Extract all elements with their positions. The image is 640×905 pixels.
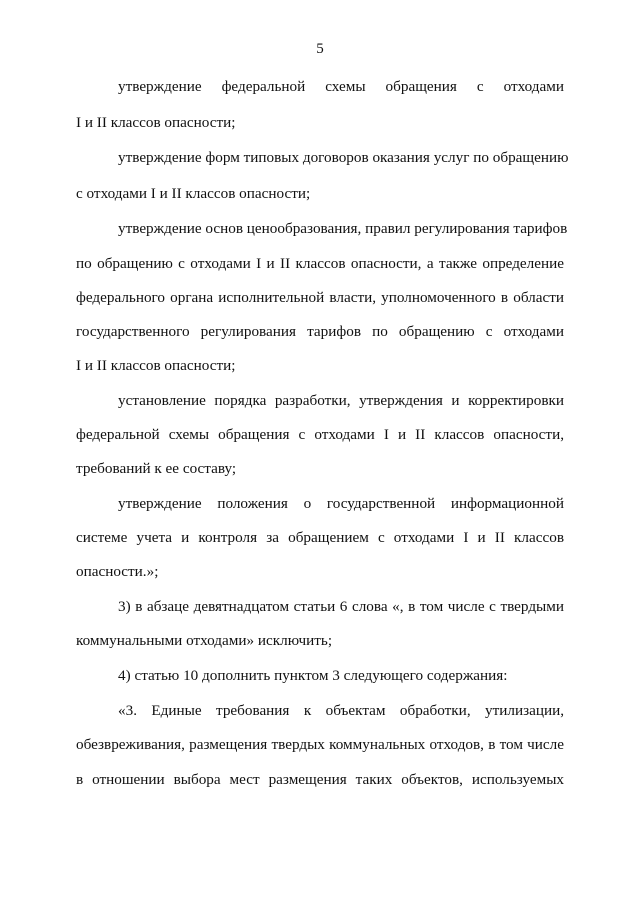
text-line: утверждение положения о государственной информационной bbox=[118, 495, 564, 512]
text-line: 3) в абзаце девятнадцатом статьи 6 слова «, в том числе с твердыми bbox=[118, 598, 564, 615]
text-line: установление порядка разработки, утверждения и корректировки bbox=[118, 392, 564, 409]
text-line: по обращению с отходами I и II классов опасности, а также определение bbox=[76, 255, 564, 272]
text-line: 4) статью 10 дополнить пунктом 3 следующего содержания: bbox=[118, 667, 508, 684]
text-line: обезвреживания, размещения твердых коммунальных отходов, в том числе bbox=[76, 736, 564, 753]
text-line: коммунальными отходами» исключить; bbox=[76, 632, 333, 649]
text-line: с отходами I и II классов опасности; bbox=[76, 185, 311, 202]
text-line: системе учета и контроля за обращением с отходами I и II классов bbox=[76, 529, 564, 546]
text-line: I и II классов опасности; bbox=[76, 357, 236, 374]
text-line: опасности.»; bbox=[76, 563, 159, 580]
text-line: утверждение федеральной схемы обращения с отходами bbox=[118, 78, 564, 95]
text-line: в отношении выбора мест размещения таких объектов, используемых bbox=[76, 771, 564, 788]
text-line: утверждение основ ценообразования, правил регулирования тарифов bbox=[118, 220, 568, 237]
text-line: «3. Единые требования к объектам обработки, утилизации, bbox=[118, 702, 564, 719]
page-number: 5 bbox=[316, 41, 324, 57]
text-line: I и II классов опасности; bbox=[76, 114, 236, 131]
text-line: государственного регулирования тарифов по обращению с отходами bbox=[76, 323, 564, 340]
text-line: утверждение форм типовых договоров оказания услуг по обращению bbox=[118, 149, 569, 166]
text-line: федеральной схемы обращения с отходами I и II классов опасности, bbox=[76, 426, 564, 443]
text-line: федерального органа исполнительной власти, уполномоченного в области bbox=[76, 289, 564, 306]
text-line: требований к ее составу; bbox=[76, 460, 237, 477]
